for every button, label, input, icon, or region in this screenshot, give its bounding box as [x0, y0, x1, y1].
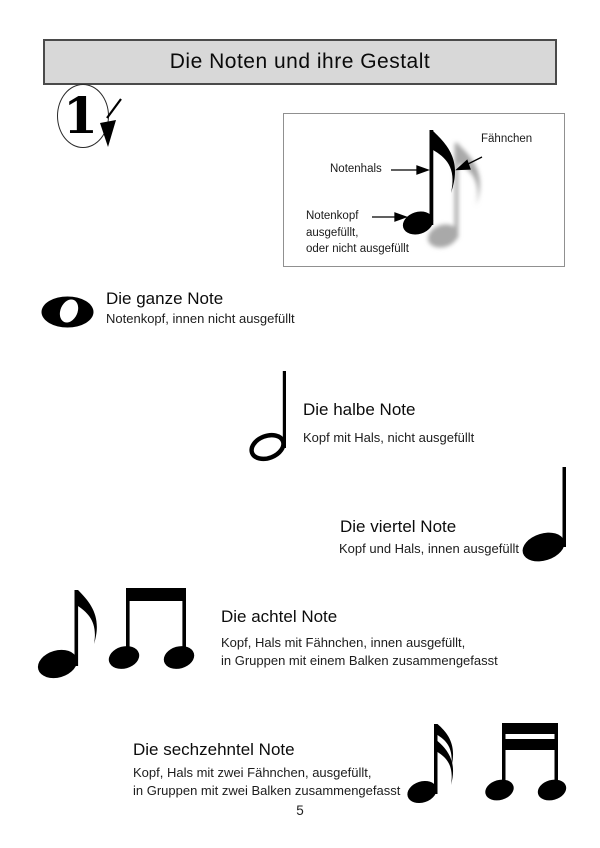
beamed-eighth-notes-icon [112, 588, 186, 676]
chapter-number: 1 [63, 86, 98, 145]
section-desc-sechzehntel-note [133, 764, 400, 800]
eighth-note-icon [38, 588, 108, 678]
section-desc-achtel-note [221, 634, 498, 670]
head-label-line2: ausgefüllt, [306, 226, 359, 239]
stem-label: Notenhals [330, 163, 382, 175]
section-desc-viertel-note: Kopf und Hals, innen ausgefüllt [339, 541, 519, 556]
flag-label: Fähnchen [481, 133, 533, 145]
beamed-sixteenth-notes-icon [489, 722, 558, 804]
pen-icon [96, 97, 124, 151]
arrow-right-stem-icon [417, 166, 428, 174]
page-number: 5 [296, 803, 304, 818]
half-note-icon [249, 371, 289, 461]
quarter-note-icon [522, 467, 568, 562]
head-label-line1: Notenkopf [306, 210, 359, 222]
whole-note-icon [41, 296, 94, 328]
section-title-ganze-note: Die ganze Note [106, 289, 224, 308]
sixteenth-note-icon [407, 722, 460, 804]
page-title: Die Noten und ihre Gestalt [169, 50, 431, 73]
head-label-line3: oder nicht ausgefüllt [306, 243, 409, 255]
page-title-bar [43, 39, 557, 85]
section-desc-line: Kopf, Hals mit Fähnchen, innen ausgefüllt, [221, 635, 466, 650]
section-desc-line: in Gruppen mit einem Balken zusammengefasst [221, 653, 498, 668]
head-label [306, 208, 409, 258]
section-desc-line: in Gruppen mit zwei Balken zusammengefasst [133, 783, 401, 798]
section-title-halbe-note: Die halbe Note [303, 400, 416, 419]
section-desc-ganze-note: Notenkopf, innen nicht ausgefüllt [106, 311, 295, 326]
section-title-sechzehntel-note: Die sechzehntel Note [133, 740, 295, 759]
section-desc-halbe-note: Kopf mit Hals, nicht ausgefüllt [303, 430, 475, 445]
section-title-achtel-note: Die achtel Note [221, 607, 338, 626]
arrow-downleft-flag-icon [457, 161, 470, 170]
note-anatomy-diagram [283, 113, 565, 267]
section-title-viertel-note: Die viertel Note [340, 517, 457, 536]
section-desc-line: Kopf, Hals mit zwei Fähnchen, ausgefüllt, [133, 765, 372, 780]
